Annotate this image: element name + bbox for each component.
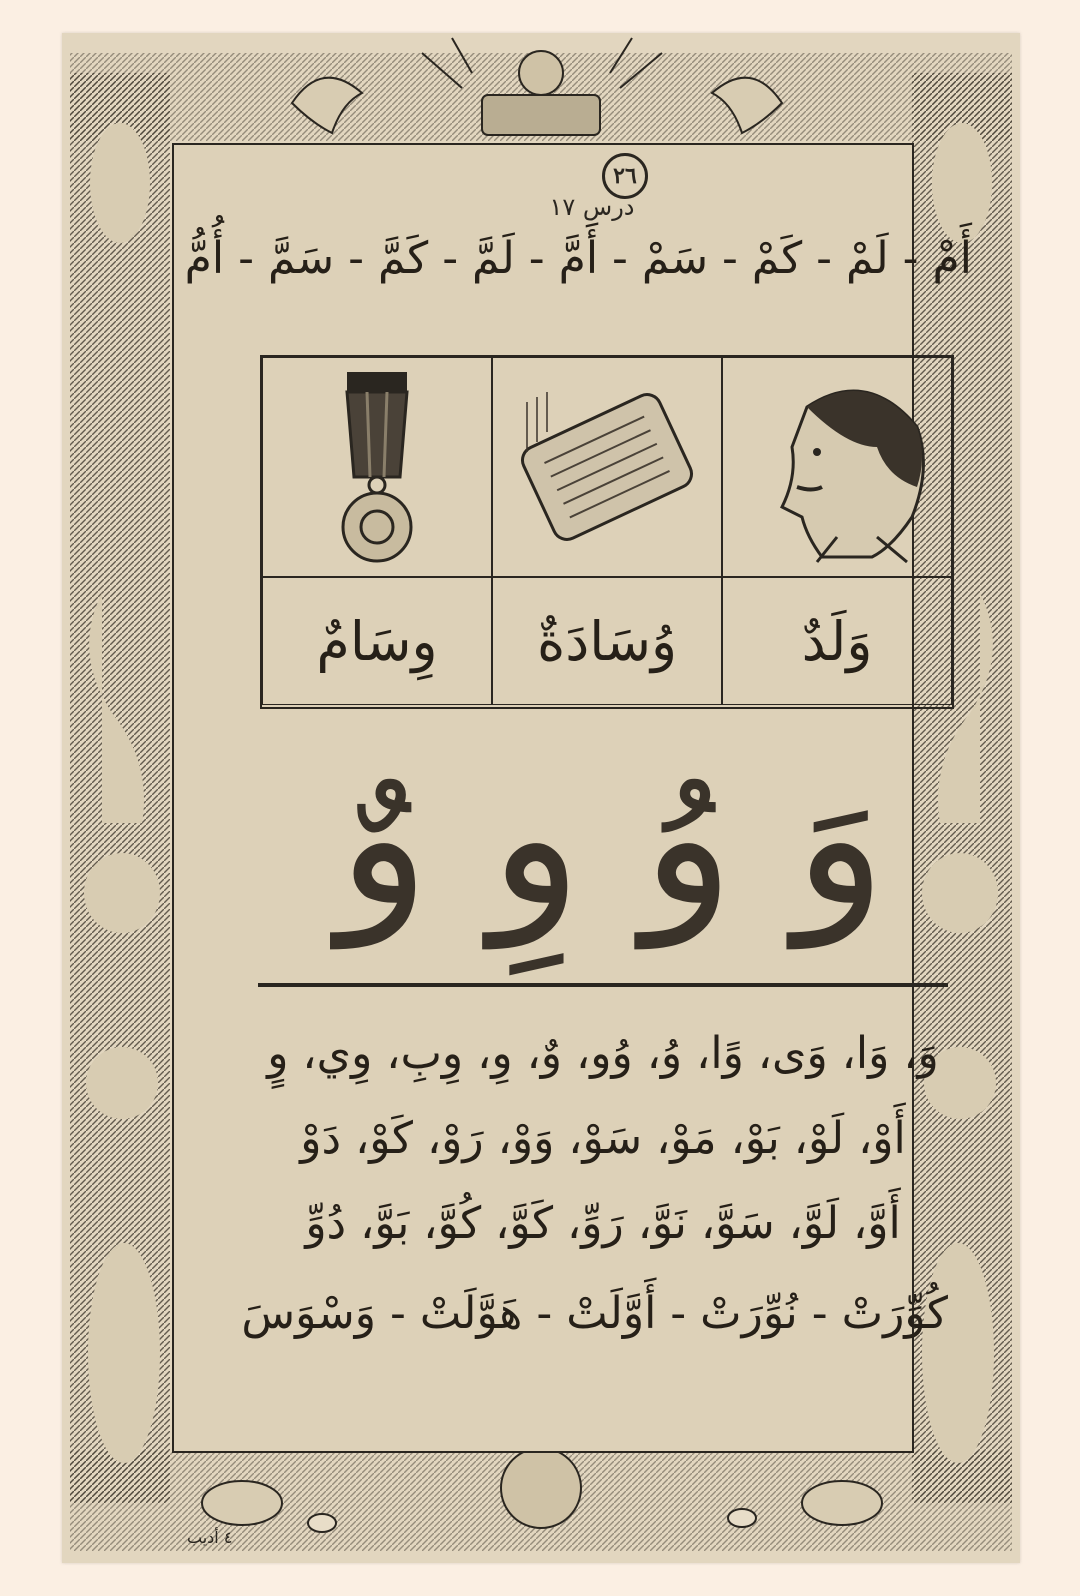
syllable-line-4: كُوِّرَتْ - نُوِّرَتْ - أَوَّلَتْ - هَوَّلَتْ - وَسْوَسَ xyxy=(241,1288,948,1339)
boy-cell xyxy=(722,357,952,577)
artist-credit: ٤ أديب xyxy=(187,1528,233,1547)
syllable-line-3: أَوَّ، لَوَّ، سَوَّ، نَوَّ، رَوِّ، كَوَّ، كُوَّ، بَوَّ، دُوِّ xyxy=(305,1198,901,1249)
page-number: ٢٦ xyxy=(602,153,648,199)
pillow-icon xyxy=(507,372,707,562)
words-line: أَمْ - لَمْ - كَمْ - سَمْ - أَمَّ - لَمَّ - كَمَّ - سَمَّ - أُمُّ xyxy=(184,233,972,284)
word-cell-boy xyxy=(722,577,952,705)
word-cell-medal xyxy=(262,577,492,705)
medal-icon xyxy=(322,367,432,567)
picture-table xyxy=(260,355,954,709)
pillow-cell xyxy=(492,357,722,577)
big-letters: وَ وُ وِ وٌ xyxy=(337,727,887,948)
textbook-page xyxy=(62,33,1020,1563)
word-cell-pillow xyxy=(492,577,722,705)
syllable-line-1: وَ، وَا، وَى، وًا، وُ، وُو، وٌ، وِ، وِبِ، وِي، وٍ xyxy=(267,1028,939,1079)
word-medal: وِسَامٌ xyxy=(316,609,438,673)
medal-cell xyxy=(262,357,492,577)
word-boy: وَلَدٌ xyxy=(801,609,873,673)
boy-portrait-icon xyxy=(737,367,937,567)
lesson-label: درس ١٧ xyxy=(549,193,635,221)
word-pillow: وُسَادَةٌ xyxy=(536,609,678,673)
divider-rule xyxy=(258,983,948,987)
syllable-line-2: أَوْ، لَوْ، بَوْ، مَوْ، سَوْ، وَوْ، رَوْ، كَوْ، دَوْ xyxy=(300,1113,906,1164)
